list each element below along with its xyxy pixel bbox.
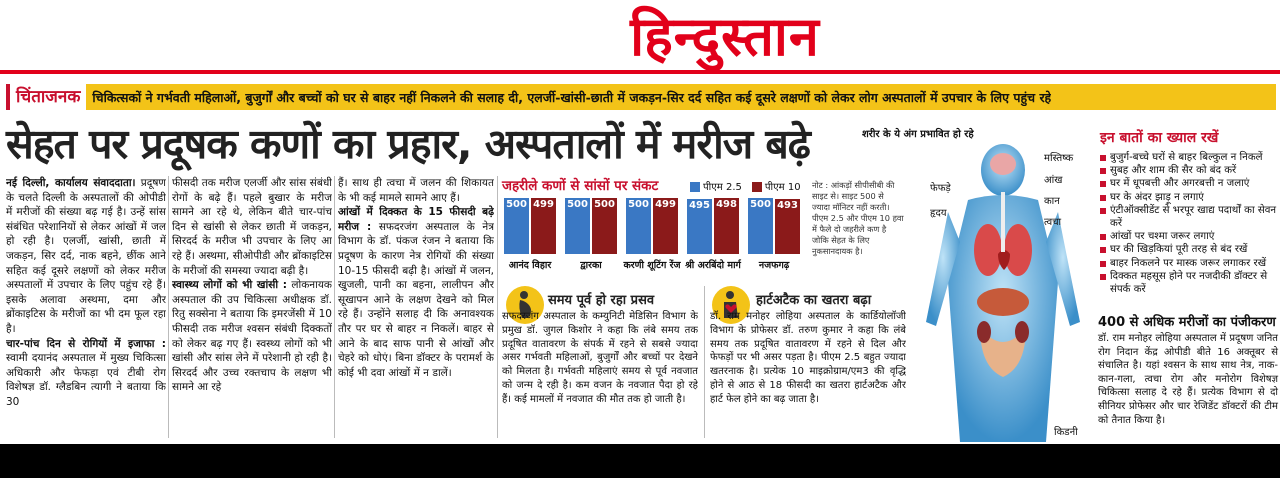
tip-item: सुबह और शाम की सैर को बंद करें — [1100, 164, 1278, 177]
chart-bar — [714, 198, 739, 254]
chart-data-label: 499 — [533, 199, 554, 211]
registration-box — [1098, 312, 1278, 427]
column-3-subhead: आंखों में दिक्कत के 15 फीसदी बढ़े मरीज : — [338, 206, 494, 233]
chart-data-label: 495 — [689, 199, 710, 211]
chart-category-label: द्वारका — [580, 260, 602, 271]
tips-title: इन बातों का ख्याल रखें — [1100, 130, 1219, 146]
chart-legend — [690, 179, 801, 193]
chart-category-label: श्री अरबिंदो मार्ग — [685, 260, 741, 271]
column-divider — [497, 176, 498, 438]
tips-box — [1100, 128, 1278, 296]
legend-item-pm25 — [690, 179, 742, 193]
organ-label-kidney: किडनी — [1054, 427, 1078, 438]
headline: सेहत पर प्रदूषक कणों का प्रहार, अस्पतालों में मरीज बढ़े — [6, 120, 810, 168]
article-column-1 — [6, 176, 166, 444]
kicker-band — [6, 84, 1276, 110]
tip-item: बुजुर्ग-बच्चे घरों से बाहर बिल्कुल न निकलें — [1100, 151, 1278, 164]
chart-data-label: 500 — [567, 199, 588, 210]
tip-item: घर की खिड़कियां पूरी तरह से बंद रखें — [1100, 243, 1278, 256]
chart-bar — [531, 198, 556, 254]
chart-data-label: 500 — [594, 199, 615, 210]
column-3-body: हैं। साथ ही त्वचा में जलन की शिकायत के भी कई मामले सामने आए हैं। — [338, 177, 494, 204]
masthead-logo: हिन्दुस्तान — [630, 4, 820, 68]
chart-bar — [687, 199, 712, 254]
tip-item: आंखों पर चश्मा जरूर लगाएं — [1100, 230, 1278, 243]
legend-item-pm10 — [752, 179, 801, 193]
column-divider — [168, 176, 169, 438]
box-2-title: हार्टअटैक का खतरा बढ़ा — [756, 293, 872, 308]
chart-data-label: 500 — [506, 199, 527, 210]
tip-item: घर के अंदर झाड़ू न लगाएं — [1100, 191, 1278, 204]
chart-data-label: 500 — [628, 199, 649, 210]
chart-data-label: 493 — [777, 199, 798, 211]
tip-item: दिक्कत महसूस होने पर नजदीकी डॉक्टर से संपर्क करें — [1100, 270, 1278, 296]
column-1-body: प्रदूषण के चलते दिल्ली के अस्पतालों की ओपीडी में मरीजों की संख्या बढ़ गई है। उन्हें सांस संबंधित परेशानियों से लेकर आंखों में जल हो रही है। एलर्जी, खांसी, छाती में जकड़न, सिर दर्द, नाक बहने, छींक आने सहित कई दूसरे लक्षणों को लेकर मरीज अस्पतालों में उपचार के लिए पहुंच रहे हैं। इसके अलावा अस्थमा, दमा और ब्रोंकाइटिस के मरीजों का भी दम फूल रहा है। — [6, 177, 166, 335]
chart-title: जहरीले कणों से सांसों पर संकट — [502, 178, 659, 194]
registration-text: डॉ. राम मनोहर लोहिया अस्पताल में प्रदूषण जनित रोग निदान केंद्र ओपीडी बीते 16 अक्तूबर से संचालित है। यहां श्वसन के साथ साथ नेत्र, नाक-कान-गला, त्वचा रोग और मनोरोग विशेषज्ञ चिकित्सा सलाह दे रहे हैं। प्रत्येक विभाग से दो सीनियर प्रोफेसर और चार रेजिडेंट डॉक्टरों की टीम को तैनात किया है। — [1098, 333, 1278, 426]
chart-note: नोट : आंकड़ों सीपीसीबी की साइट से। साइट 500 से ज्यादा मॉनिटर नहीं करती। पीएम 2.5 और पीएम 10 हवा में फैले दो जहरीले कण है जोकि सेहत के लिए नुकसानदायक है। — [812, 180, 904, 256]
chart-category-label: आनंद विहार — [508, 260, 552, 271]
chart-data-label: 498 — [716, 199, 737, 211]
organ-label-heart: हृदय — [930, 208, 947, 219]
organ-label-brain: मस्तिष्क — [1044, 153, 1074, 164]
chart-data-label: 500 — [750, 199, 771, 210]
column-1-body-2: स्वामी दयानंद अस्पताल में मुख्य चिकित्सा अधिकारी और फेफड़ा एवं टीबी रोग विशेषज्ञ डॉ. ग्लैडबिन त्यागी ने बताया कि 30 — [6, 352, 166, 408]
organ-label-eye: आंख — [1044, 175, 1063, 186]
bottom-band — [0, 444, 1280, 478]
tip-item: बाहर निकलने पर मास्क जरूर लगाकर रखें — [1100, 257, 1278, 270]
box-1-title: समय पूर्व हो रहा प्रसव — [548, 293, 655, 308]
chart-bar — [626, 198, 651, 254]
chart-category-label: नजफगढ़ — [758, 260, 790, 271]
tip-item: घर में धूपबत्ती और अगरबत्ती न जलाएं — [1100, 177, 1278, 190]
masthead-rule — [0, 70, 1280, 74]
kicker-text: चिकित्सकों ने गर्भवती महिलाओं, बुजुर्गों और बच्चों को घर से बाहर नहीं निकलने की सलाह दी, एलर्जी-खांसी-छाती में जकड़न-सिर दर्द सहित कई दूसरे लक्षणों को लेकर लोग अस्पतालों में उपचार के लिए पहुंच रहे — [92, 89, 1052, 105]
chart-bar — [653, 198, 678, 254]
column-2-subhead: स्वास्थ्य लोगों को भी खांसी : — [172, 279, 287, 292]
chart-bar — [592, 198, 617, 254]
article-column-2 — [172, 176, 332, 444]
box-divider — [704, 286, 705, 438]
organs-title: शरीर के ये अंग प्रभावित हो रहे — [862, 129, 974, 140]
column-2-body-2: लोकनायक अस्पताल की उप चिकित्सा अधीक्षक डॉ. रितु सक्सेना ने बताया कि इमरजेंसी में 10 फीसदी तक मरीज श्वसन संबंधी दिक्कतों को लेकर बढ़ गए हैं। स्वस्थ्य लोगों को भी खांसी और सांस लेने में परेशानी हो रही है। सिरदर्द और उच्च रक्तचाप के लक्षण भी सामने आ रहे — [172, 279, 332, 394]
organ-label-ear: कान — [1044, 196, 1060, 207]
column-3-body-2: सफदरजंग अस्पताल के नेत्र विभाग के डॉ. पंकज रंजन ने बताया कि प्रदूषण के कारण नेत्र रोगियों की संख्या 10-15 फीसदी बढ़ी है। आंखों में जलन, खुजली, पानी का बहना, लालीपन और सूखापन आने के लक्षण देखने को मिल रहे हैं। उन्होंने सलाह दी कि अनावश्यक तौर पर घर से बाहर न निकलें। बाहर से आने के बाद साफ पानी से आंखों और चेहरे को धोएं। बिना डॉक्टर के परामर्श के कोई भी दवा आंखों में न डालें। — [338, 220, 494, 379]
chart-bar — [504, 198, 529, 254]
kicker-tag: चिंताजनक — [6, 84, 86, 110]
chart-bar — [775, 199, 800, 254]
column-2-body: फीसदी तक मरीज एलर्जी और सांस संबंधी रोगों के बढ़े हैं। पहले बुखार के मरीज सामने आ रहे थे, लेकिन बीते चार-पांच दिन से खांसी से लेकर छाती में जकड़न, सिरदर्द के मरीज भी उपचार के लिए आ रहे हैं। अस्थमा, सीओपीडी और ब्रोंकाइटिस के मरीजों की समस्या ज्यादा बढ़ी है। — [172, 177, 332, 277]
column-1-subhead: चार-पांच दिन से रोगियों में इजाफा : — [6, 337, 166, 350]
chart-bar — [748, 198, 773, 254]
organ-label-skin: त्वचा — [1044, 217, 1062, 228]
legend-label: पीएम 2.5 — [703, 182, 742, 193]
column-divider — [334, 176, 335, 438]
byline: नई दिल्ली, कार्यालय संवाददाता। — [6, 177, 136, 189]
box-2-text: डॉ. राम मनोहर लोहिया अस्पताल के कार्डियोलॉजी विभाग के प्रोफेसर डॉ. तरुण कुमार ने कहा कि लंबे समय तक प्रदूषित वातावरण में रहने से दिल और फेफड़ों पर भी असर पड़ता है। पीएम 2.5 बहुत ज्यादा खतरनाक है। प्रत्येक 10 माइक्रोग्राम/एम3 की वृद्धि होने से आठ से 18 फीसदी का खतरा हार्टअटैक और हार्ट फेल होने का बढ़ जाता है। — [710, 311, 906, 405]
organ-label-lungs: फेफड़े — [930, 183, 951, 194]
box-1-text: सफदरजंग अस्पताल के कम्युनिटी मेडिसिन विभाग के प्रमुख डॉ. जुगल किशोर ने कहा कि लंबे समय तक प्रदूषित वातावरण के संपर्क में रहने से सबसे ज्यादा असर गर्भवती महिलाओं, बुजुर्गों और बच्चों पर देखने को मिलता है। गर्भवती महिलाएं समय से पूर्व नवजात को जन्म दे रही है। कम वजन के नवजात पैदा हो रहे हैं। कई मामलों में नवजात की मौत तक हो जाती है। — [502, 311, 698, 405]
legend-label: पीएम 10 — [764, 182, 801, 193]
chart-data-label: 499 — [655, 199, 676, 211]
registration-title: 400 से अधिक मरीजों का पंजीकरण — [1098, 315, 1276, 330]
article-column-3 — [338, 176, 494, 444]
chart-bar — [565, 198, 590, 254]
chart-category-label: करणी शूटिंग रेंज — [623, 260, 681, 271]
tip-item: एंटीऑक्सीडेंट से भरपूर खाद्य पदार्थों का सेवन करें — [1100, 204, 1278, 230]
